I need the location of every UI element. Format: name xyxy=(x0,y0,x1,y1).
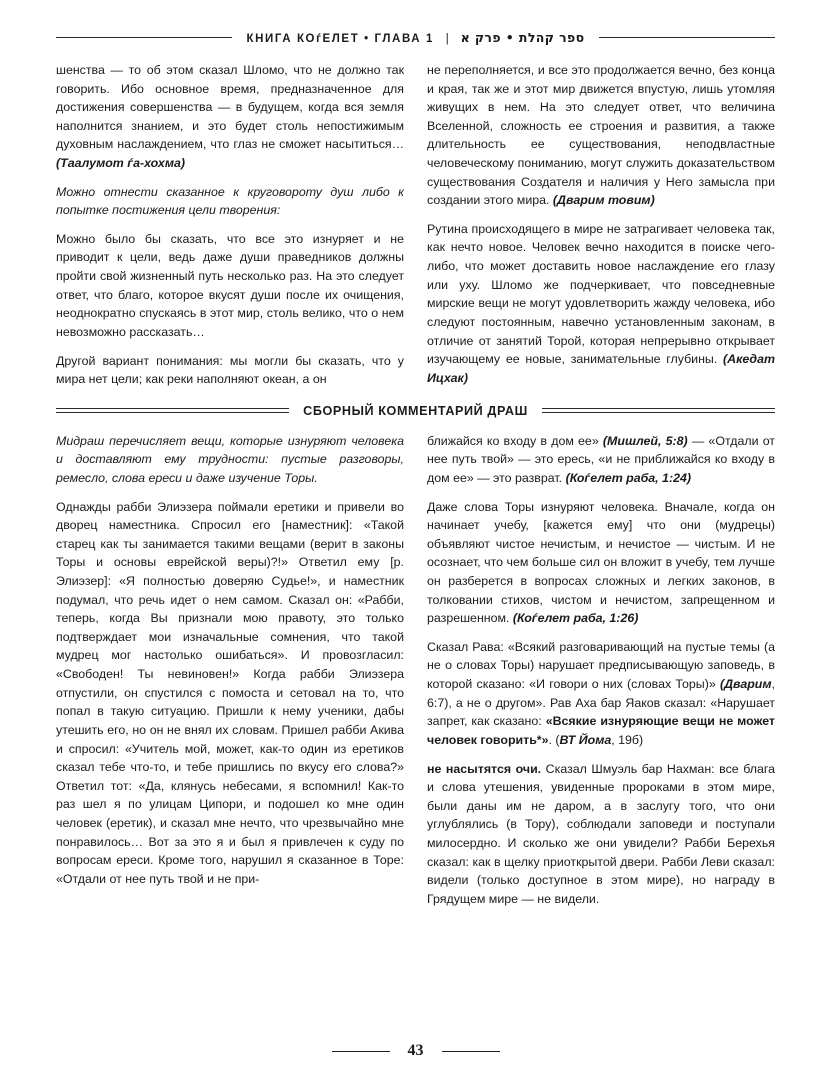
paragraph: Даже слова Торы изнуряют человека. Вначале, когда он начинает учебу, [кажется ему] что они (мудрецы) объявляют чистое нечистым, и нечистое — чистым. И не осознает, что чем больше сил он вложит в учебу, тем лучше он разберется в вопросах сложных и легких законов, в толковании стихов, чистом и нечистом, запрещенном и разрешенном. (Коѓелет раба, 1:26) xyxy=(427,499,775,626)
paragraph: ближайся ко входу в дом ее» (Мишлей, 5:8) — «Отдали от нее путь твой» — это ересь, «и не приближайся ко входу в дом ее» — это разврат. (Коѓелет раба, 1:24) xyxy=(427,433,775,485)
paragraph: Однажды рабби Элиэзера поймали еретики и привели во дворец наместника. Спросил его [наместник]: «Такой старец как ты занимается такими вещами (верит в законы Торы и основы еврейской веры)?!» Ответил ему [р. Элиэзер]: «Я полностью доверяю Судье!», и наместник подумал, что речь идет о нем самом. Сказал он: «Рабби, теперь, когда Вы признали мою правоту, это только подтверждает мои изначальные сомнения, что такой мудрец мог настолько ошибаться». И провозгласил: «Свободен! Ты невиновен!» Когда рабби Элиэзера отпустили, он спустился с помоста и сетовал на то, что попал в такую ситуацию. Пришли к нему ученики, дабы утешить его, но он не внял их словам. Пришел рабби Акива и спросил: «Учитель мой, может, как-то один из еретиков сказал тебе что-то, и тебе пришлись по вкусу его слова?» Ответил тот: «Да, клянусь небесами, я вспомнил! Как-то раз шел я по улицам Ципори, и подошел ко мне один человек (еретик), и сказал мне нечто, что чрезвычайно мне понравилось… Вот за это я и был я привлечен к суду по вопросам ереси. Кроме того, нарушил я сказанное в Торе: «Отдали от нее путь твой и не при- xyxy=(56,499,404,886)
section-heading: СБОРНЫЙ КОММЕНТАРИЙ ДРАШ xyxy=(303,403,528,418)
page-header xyxy=(0,0,831,45)
paragraph: Мидраш перечисляет вещи, которые изнуряют человека и доставляют ему трудности: пустые разговоры, ремесло, слова ереси и даже изучение Торы. xyxy=(56,433,404,485)
paragraph: Другой вариант понимания: мы могли бы сказать, что у мира нет цели; как реки наполняют океан, а он xyxy=(56,353,404,387)
title-separator: | xyxy=(445,33,449,45)
divider-double-rule-left xyxy=(56,408,289,413)
footer-rule-right xyxy=(442,1051,500,1052)
paragraph: не переполняется, и все это продолжается вечно, без конца и края, так же и этот мир движется впустую, лишь утомляя живущих в нем. На это следует ответ, что величина Вселенной, сложность ее строения и развития, а также длительность ее существования, неподвластные человеческому пониманию, могут служить доказательством существования Создателя и наличия у Него замысла при создании этого мира. (Дварим товим) xyxy=(427,63,775,208)
footer-rule-left xyxy=(332,1051,390,1052)
bottom-right-column xyxy=(427,432,775,909)
paragraph: Рутина происходящего в мире не затрагивает человека так, как нечто новое. Человек вечно находится в поиске чего-либо, что может доставить новое наслаждение его глазу или уху. Шломо же подчеркивает, что повседневные мирские вещи не могут удовлетворить жажду человека, ибо следуют постоянным, навечно установленным законам, в отличие от занятий Торой, которая непрерывно открывает изучающему ее новые, занимательные глубины. (Акедат Ицхак) xyxy=(427,221,775,385)
top-left-column xyxy=(56,61,404,389)
chapter-title xyxy=(246,30,584,45)
header-rule-right xyxy=(599,37,775,38)
page-footer xyxy=(0,1042,831,1060)
top-right-column xyxy=(427,61,775,389)
divider-double-rule-right xyxy=(542,408,775,413)
chapter-title-hebrew: ספר קהלת • פרק א xyxy=(460,30,585,45)
commentary-section-top xyxy=(56,61,775,389)
paragraph: Можно было бы сказать, что все это изнуряет и не приводит к цели, ведь даже души праведников должны пройти свой жизненный путь несколько раз. На это следует ответ, что благо, которое вкусят души после их очищения, неоднократно спускаясь в этот мир, столь велико, что о нем невозможно рассказать… xyxy=(56,231,404,339)
paragraph: шенства — то об этом сказал Шломо, что не должно так говорить. Ибо основное время, предназначенное для достижения совершенства — в будущем, когда вся земля наполнится знанием, и это будет столь непостижимым духовным наслаждением, что глаз не сможет насытиться… (Таалумот ѓа-хохма) xyxy=(56,63,404,171)
paragraph: Сказал Рава: «Всякий разговаривающий на пустые темы (а не о словах Торы) нарушает предписывающую заповедь, в которой сказано: «И говори о них (словах Торы)» (Дварим, 6:7), а не о другом». Рав Аха бар Яаков сказал: «Нарушает запрет, как сказано: «Всякие изнуряющие вещи не может человек говорить*». (ВТ Йома, 19б) xyxy=(427,639,775,747)
bottom-left-column xyxy=(56,432,404,909)
section-divider xyxy=(56,404,775,418)
page-number: 43 xyxy=(407,1042,424,1059)
chapter-title-russian: КНИГА КОѓЕЛЕТ • ГЛАВА 1 xyxy=(246,33,434,45)
header-rule-left xyxy=(56,37,232,38)
commentary-section-drash xyxy=(56,432,775,909)
paragraph: не насытятся очи. Сказал Шмуэль бар Нахман: все блага и слова утешения, увиденные пророками в этом мире, были даны им не даром, а в заслугу того, что они углублялись (в Тору), соблюдали заповеди и поступали милосердно. И сколько же они увидели? Рабби Берехья сказал: как в щелку приоткрытой двери. Рабби Леви сказал: видели (только доступное в этом мире), но награду в Грядущем мире — не видели. xyxy=(427,761,775,906)
paragraph: Можно отнести сказанное к круговороту душ либо к попытке постижения цели творения: xyxy=(56,184,404,218)
page-content xyxy=(0,45,831,908)
